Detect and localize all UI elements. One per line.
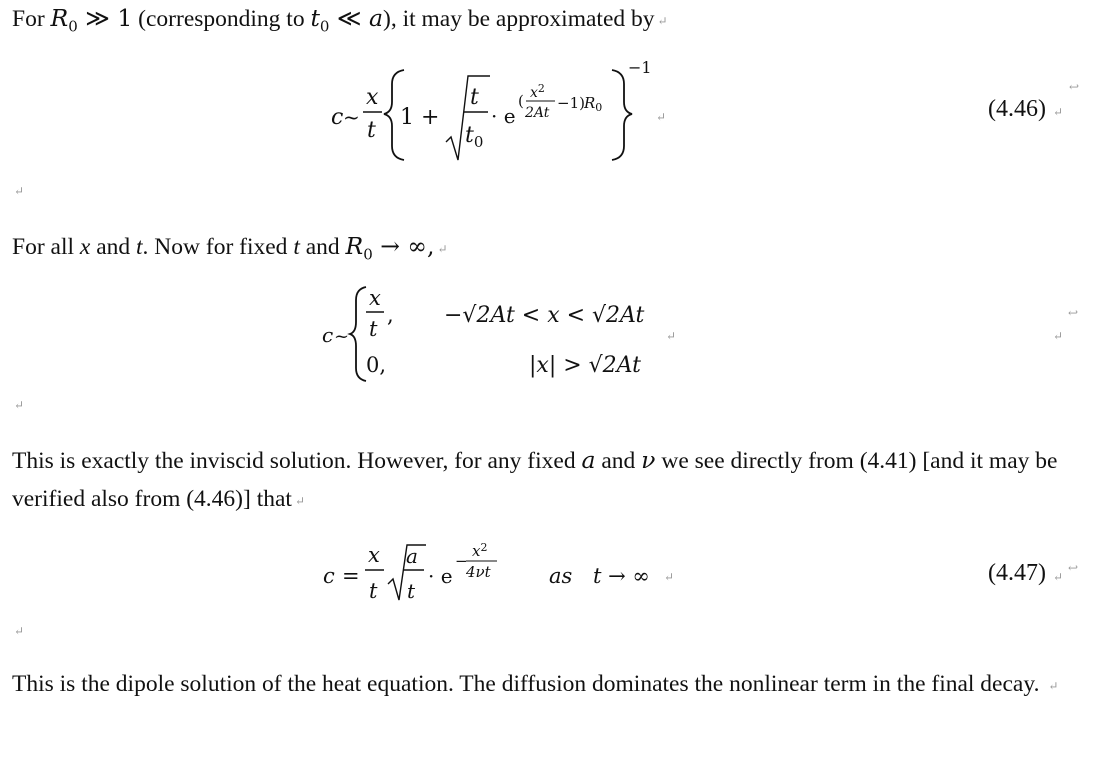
piecewise-case2-value: 0,: [366, 353, 387, 377]
symbol-t: t: [136, 234, 143, 260]
eq446-frac-x: x: [366, 85, 379, 110]
empty-line-mark-icon-2: ↵: [14, 398, 25, 412]
piecewise-right-mark-icon: ↵: [1053, 329, 1064, 343]
symbol-to-infinity: → ∞,: [372, 232, 435, 260]
text-and-3: and: [595, 448, 642, 474]
eq446-exp-2At: 2At: [525, 105, 550, 121]
eq447-frac-x: x: [368, 543, 380, 567]
piecewise-case2-condition: |x| > √2At: [529, 353, 642, 378]
eq446-sqrt-t: t: [470, 85, 479, 110]
eq447-exp-minus: −: [455, 552, 468, 570]
piecewise-return-icon: ↩: [1068, 306, 1079, 320]
text-dipole: This is the dipole solution of the heat equation. The diffusion dominates the nonlinear term in the final decay.: [12, 671, 1040, 697]
paragraph-mark-icon-2: ↵: [437, 241, 448, 256]
paragraph-dipole-solution: [12, 665, 1077, 705]
eq447-dot-e: · e: [428, 564, 453, 588]
eq446-exp-x2: $x^2$: [530, 82, 545, 101]
eq446-one-plus: 1 +: [400, 105, 440, 130]
eq447-sqrt-a: a: [406, 544, 418, 568]
eq447-mark-icon: ↵: [664, 570, 675, 584]
text-inviscid: This is exactly the inviscid solution. However, for any fixed: [12, 448, 582, 474]
text-corresponding: (corresponding to: [138, 6, 311, 32]
eq447-sqrt-t: t: [407, 579, 416, 603]
piecewise-c: c: [322, 323, 334, 347]
eq446-sqrt-t0: $t_0$: [465, 123, 484, 151]
text-verified: we see directly from (4.41) [and it may be verified also from (4.46)] that: [12, 448, 1058, 512]
symbol-much-less: ≪: [329, 4, 369, 32]
eq447-exp-4vt: 4νt: [466, 563, 491, 581]
text-and-2: and: [299, 234, 346, 260]
symbol-t0: $t_0$: [310, 4, 330, 36]
eq447-equals: =: [342, 564, 360, 588]
symbol-a-fixed: a: [581, 446, 596, 474]
eq446-tilde: ~: [343, 105, 360, 129]
eq447-limit: t → ∞: [593, 564, 650, 588]
text-and: and: [90, 234, 137, 260]
eq446-c: c: [331, 105, 344, 130]
empty-line-mark-icon-3: ↵: [14, 624, 25, 638]
symbol-r0: $R_0$: [50, 4, 78, 36]
eq446-exp-minus1: −1): [557, 94, 585, 112]
symbol-x: x: [79, 234, 91, 260]
eq447-number: (4.47): [988, 560, 1046, 586]
eq446-frac-t: t: [367, 118, 376, 143]
eq446-return-icon: ↩: [1069, 80, 1080, 94]
piecewise-case1-x: x: [369, 286, 381, 310]
paragraph-mark-icon: ↵: [657, 13, 668, 28]
paragraph-mark-icon-4: ↵: [1048, 678, 1059, 693]
paragraph-mark-icon-3: ↵: [294, 493, 306, 508]
piecewise-case1-comma: ,: [387, 303, 394, 327]
piecewise-case1-condition: −√2At < x < √2At: [444, 303, 645, 328]
text-for-all: For all: [12, 234, 80, 260]
empty-line-mark-icon-1: ↵: [14, 184, 25, 198]
text-for: For: [12, 6, 45, 32]
piecewise-case1-t: t: [369, 317, 378, 341]
eq446-outer-power: −1: [628, 58, 652, 77]
piecewise-mark-icon: ↵: [666, 329, 677, 343]
eq447-as: as: [549, 564, 573, 588]
eq446-exp-open: (: [518, 92, 524, 110]
eq446-dot-e: · e: [491, 104, 516, 128]
symbol-much-greater: ≫ 1: [77, 4, 133, 32]
eq447-return-icon: ↩: [1068, 561, 1079, 575]
symbol-t-fixed: t: [293, 234, 300, 260]
eq446-exp-r0: $R_0$: [584, 94, 603, 114]
eq446-number: (4.46): [988, 96, 1046, 122]
text-approximated: ), it may be approximated by: [383, 6, 655, 32]
eq446-mark-icon: ↵: [656, 110, 667, 124]
symbol-nu: ν: [641, 446, 656, 474]
eq447-number-mark-icon: ↵: [1053, 570, 1064, 584]
symbol-r0-limit: $R_0$: [345, 232, 373, 264]
eq446-number-mark-icon: ↵: [1053, 105, 1064, 119]
symbol-a: a: [369, 4, 384, 32]
eq447-frac-t: t: [369, 579, 378, 603]
eq447-c: c: [323, 564, 335, 588]
eq447-exp-x2: $x^2$: [472, 541, 488, 560]
text-now-fixed: . Now for fixed: [142, 234, 294, 260]
piecewise-tilde: ~: [334, 326, 350, 347]
